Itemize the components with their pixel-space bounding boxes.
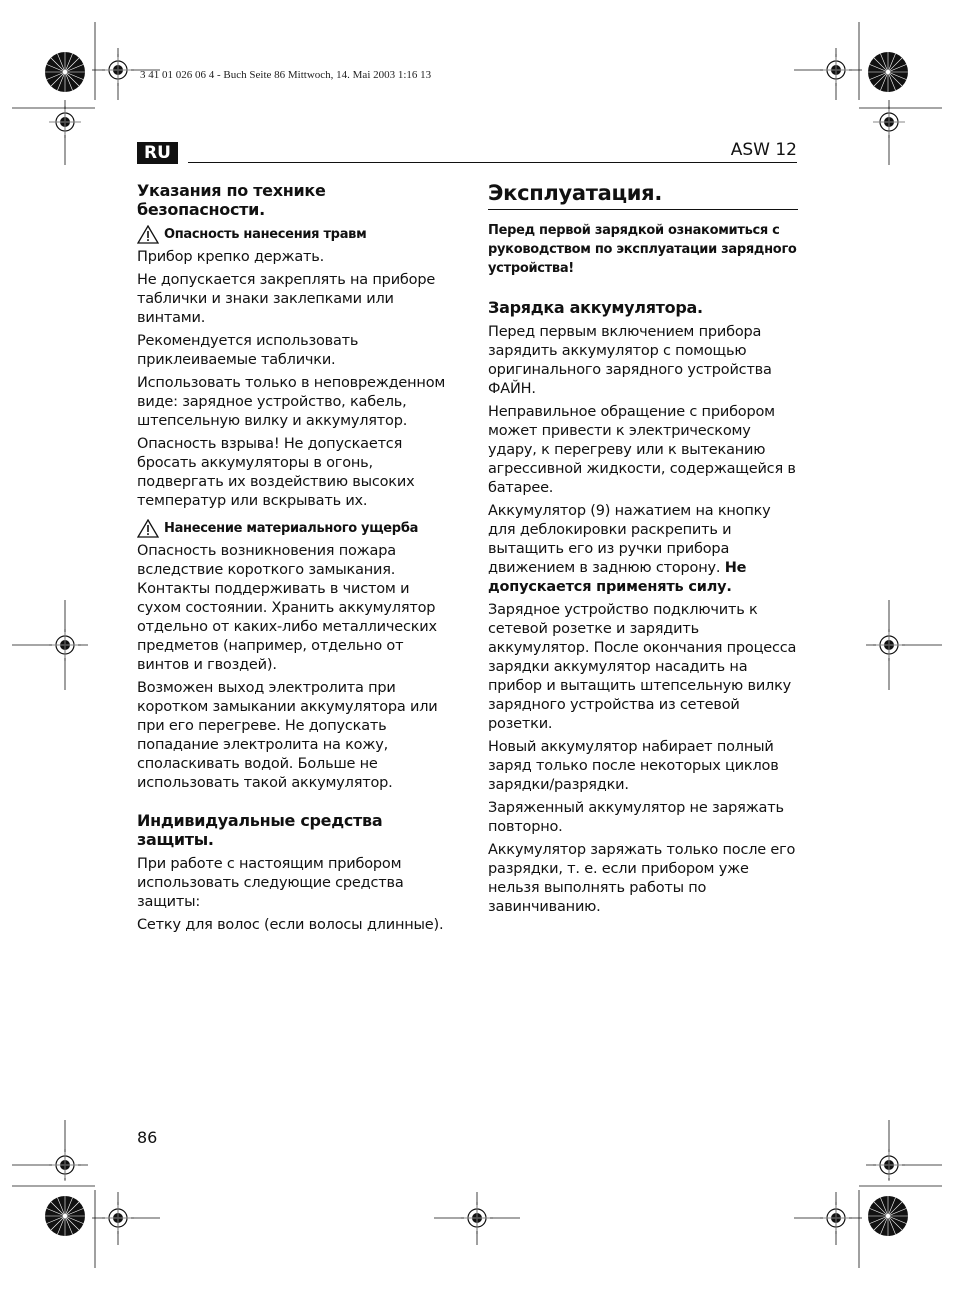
paragraph: Аккумулятор заряжать только после его разрядки, т. е. если прибором уже нельзя выполнять работы по завинчиванию. bbox=[488, 842, 796, 915]
paragraph: При работе с настоящим прибором использовать следующие средства защиты: bbox=[137, 856, 404, 910]
language-badge: RU bbox=[137, 142, 178, 164]
paragraph: Неправильное обращение с прибором может привести к электрическому удару, к перегреву или к вытеканию агрессивной жидкости, содержащейся в батарее. bbox=[488, 404, 796, 496]
warning-triangle-icon bbox=[137, 519, 159, 538]
warning-damage bbox=[137, 519, 457, 538]
safety-heading: Указания по технике безопасности. bbox=[137, 181, 326, 219]
warning-injury-label: Опасность нанесения травм bbox=[164, 227, 367, 242]
ppe-heading: Индивидуальные средства защиты. bbox=[137, 811, 383, 849]
model-name: ASW 12 bbox=[730, 140, 797, 160]
emphasis-text: Не допускается применять силу. bbox=[488, 560, 747, 595]
paragraph: Использовать только в неповрежденном виде: зарядное устройство, кабель, штепсельную вилку и аккумулятор. bbox=[137, 375, 446, 429]
left-column bbox=[137, 181, 457, 939]
operation-heading: Эксплуатация. bbox=[488, 181, 798, 210]
paragraph-text: Аккумулятор (9) нажатием на кнопку для деблокировки раскрепить и вытащить его из ручки прибора движением в заднюю сторону. bbox=[488, 503, 771, 576]
paragraph: Зарядное устройство подключить к сетевой розетке и зарядить аккумулятор. После окончания процесса зарядки аккумулятор насадить на прибор и вытащить штепсельную вилку зарядного устройства из сетевой розетки. bbox=[488, 602, 797, 732]
paragraph: Рекомендуется использовать приклеиваемые таблички. bbox=[137, 333, 359, 368]
paragraph: Заряженный аккумулятор не заряжать повторно. bbox=[488, 800, 784, 835]
paragraph: Новый аккумулятор набирает полный заряд только после некоторых циклов зарядки/разрядки. bbox=[488, 739, 779, 793]
paragraph: Сетку для волос (если волосы длинные). bbox=[137, 917, 444, 933]
paragraph: Возможен выход электролита при коротком замыкании аккумулятора или при его перегреве. Не допускать попадание электролита на кожу, споласкивать водой. Больше не использовать такой аккумулятор. bbox=[137, 680, 438, 791]
paragraph: Перед первым включением прибора зарядить аккумулятор с помощью оригинального зарядного устройства ФАЙН. bbox=[488, 324, 772, 397]
warning-damage-label: Нанесение материального ущерба bbox=[164, 521, 419, 536]
warning-injury bbox=[137, 225, 457, 244]
paragraph: Опасность возникновения пожара вследствие короткого замыкания. Контакты поддерживать в чистом и сухом состоянии. Хранить аккумулятор отдельно от каких-либо металлических предметов (например, отдельно от винтов и гвоздей). bbox=[137, 543, 437, 673]
charging-heading: Зарядка аккумулятора. bbox=[488, 298, 703, 317]
print-slug: 3 41 01 026 06 4 - Buch Seite 86 Mittwoch, 14. Mai 2003 1:16 13 bbox=[140, 69, 432, 81]
paragraph: Опасность взрыва! Не допускается бросать аккумуляторы в огонь, подвергать их воздействию высоких температур или вскрывать их. bbox=[137, 436, 415, 509]
warning-triangle-icon bbox=[137, 225, 159, 244]
paragraph bbox=[488, 502, 798, 597]
page-number: 86 bbox=[137, 1128, 158, 1147]
paragraph: Прибор крепко держать. bbox=[137, 249, 325, 265]
header-rule bbox=[188, 162, 797, 163]
paragraph: Не допускается закреплять на приборе таблички и знаки заклепками или винтами. bbox=[137, 272, 436, 326]
intro-note: Перед первой зарядкой ознакомиться с руководством по эксплуатации зарядного устройства! bbox=[488, 223, 797, 276]
right-column bbox=[488, 181, 798, 921]
